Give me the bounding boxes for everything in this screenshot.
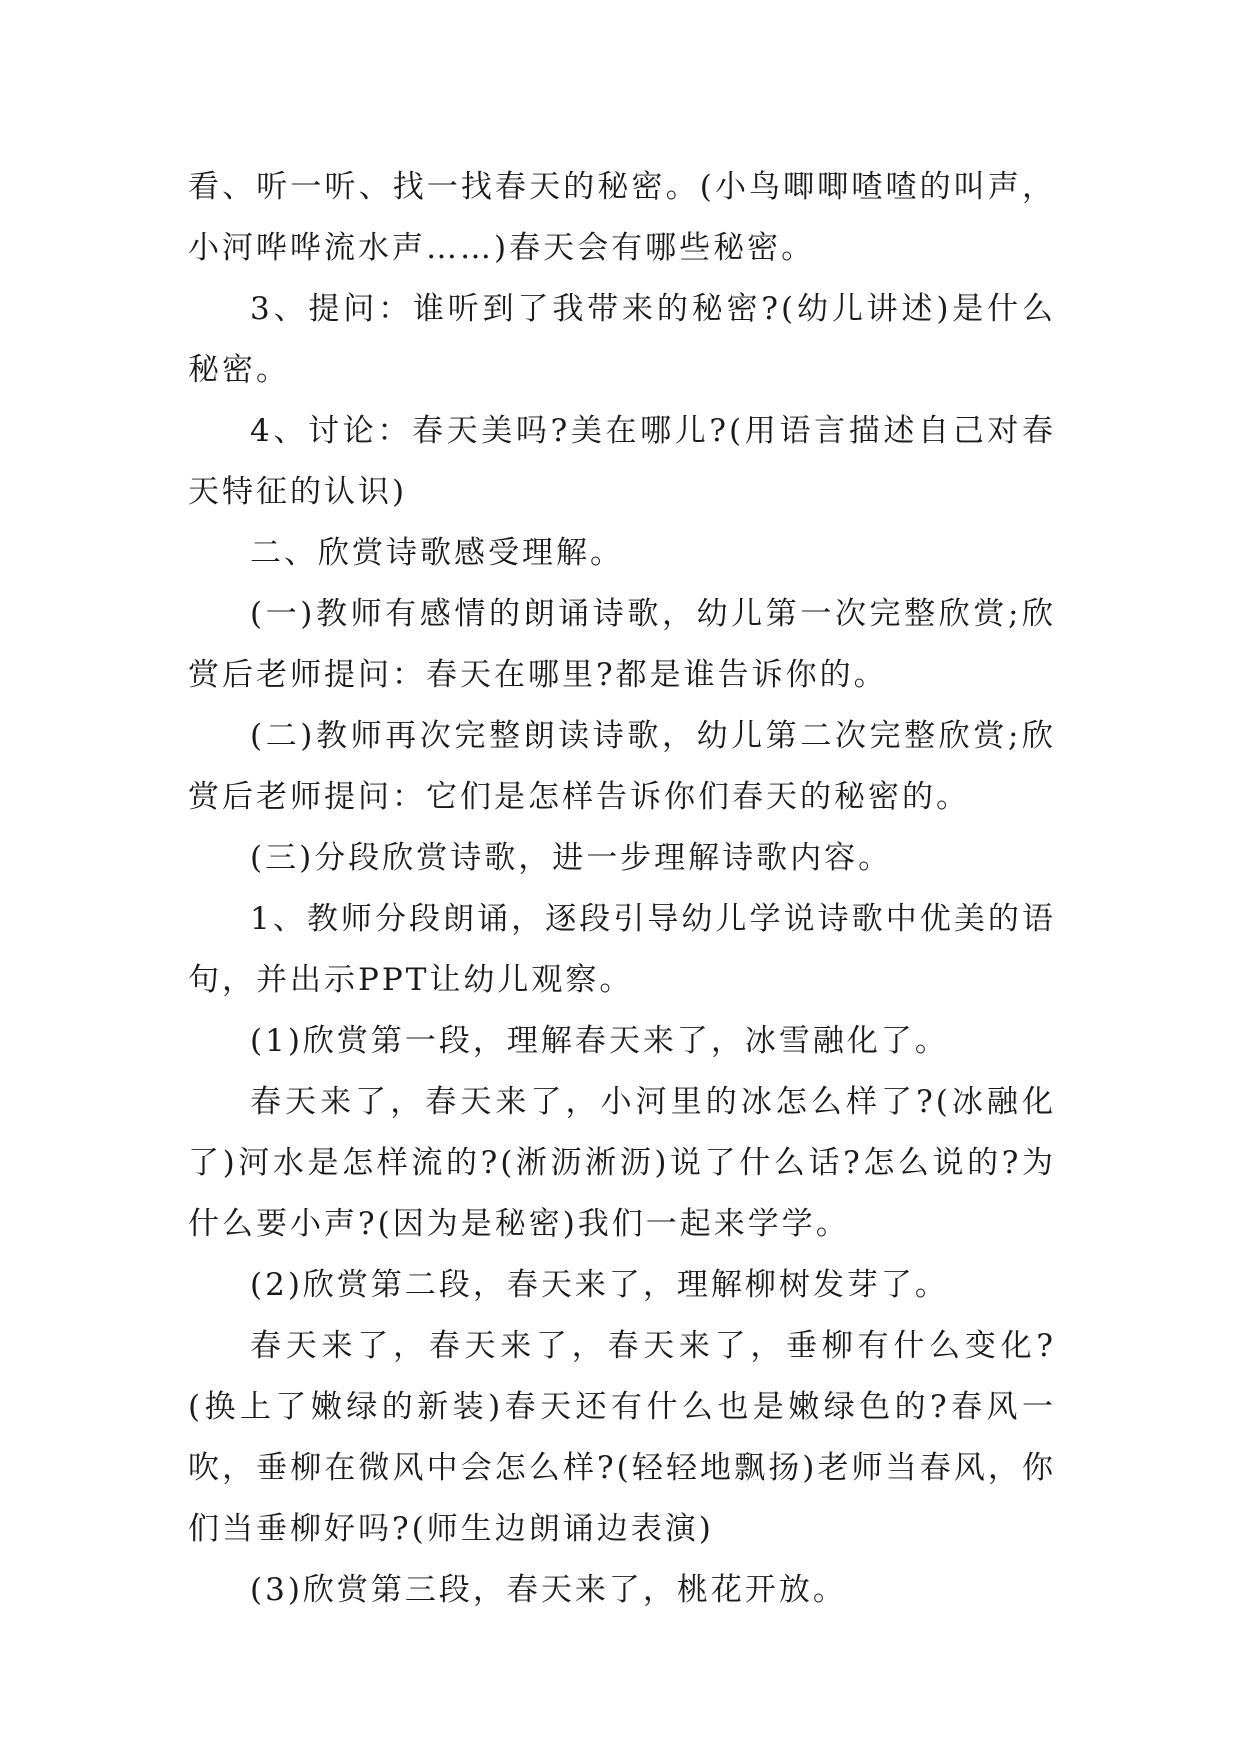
paragraph-6: (二)教师再次完整朗读诗歌，幼儿第二次完整欣赏;欣赏后老师提问：它们是怎样告诉你们春天的秘密的。 bbox=[188, 718, 1056, 815]
paragraph-8: 1、教师分段朗诵，逐段引导幼儿学说诗歌中优美的语句，并出示PPT让幼儿观察。 bbox=[188, 901, 1056, 998]
paragraph-2: 3、提问：谁听到了我带来的秘密?(幼儿讲述)是什么秘密。 bbox=[188, 291, 1056, 388]
paragraph-13: (3)欣赏第三段，春天来了，桃花开放。 bbox=[250, 1572, 847, 1608]
paragraph-11: (2)欣赏第二段，春天来了，理解柳树发芽了。 bbox=[250, 1267, 949, 1303]
paragraph-12: 春天来了，春天来了，春天来了，垂柳有什么变化?(换上了嫩绿的新装)春天还有什么也是嫩绿色的?春风一吹，垂柳在微风中会怎么样?(轻轻地飘扬)老师当春风，你们当垂柳好吗?(师生边朗诵边表演) bbox=[188, 1328, 1056, 1547]
paragraph-1: 看、听一听、找一找春天的秘密。(小鸟唧唧喳喳的叫声，小河哗哗流水声……)春天会有哪些秘密。 bbox=[188, 169, 1056, 266]
document-body bbox=[188, 157, 1056, 1621]
paragraph-5: (一)教师有感情的朗诵诗歌，幼儿第一次完整欣赏;欣赏后老师提问：春天在哪里?都是谁告诉你的。 bbox=[188, 596, 1056, 693]
paragraph-9: (1)欣赏第一段，理解春天来了，冰雪融化了。 bbox=[250, 1023, 949, 1059]
paragraph-7: (三)分段欣赏诗歌，进一步理解诗歌内容。 bbox=[250, 840, 893, 876]
paragraph-10: 春天来了，春天来了，小河里的冰怎么样了?(冰融化了)河水是怎样流的?(淅沥淅沥)说了什么话?怎么说的?为什么要小声?(因为是秘密)我们一起来学学。 bbox=[188, 1084, 1056, 1242]
paragraph-3: 4、讨论：春天美吗?美在哪儿?(用语言描述自己对春天特征的认识) bbox=[188, 413, 1056, 510]
paragraph-4: 二、欣赏诗歌感受理解。 bbox=[250, 535, 624, 571]
